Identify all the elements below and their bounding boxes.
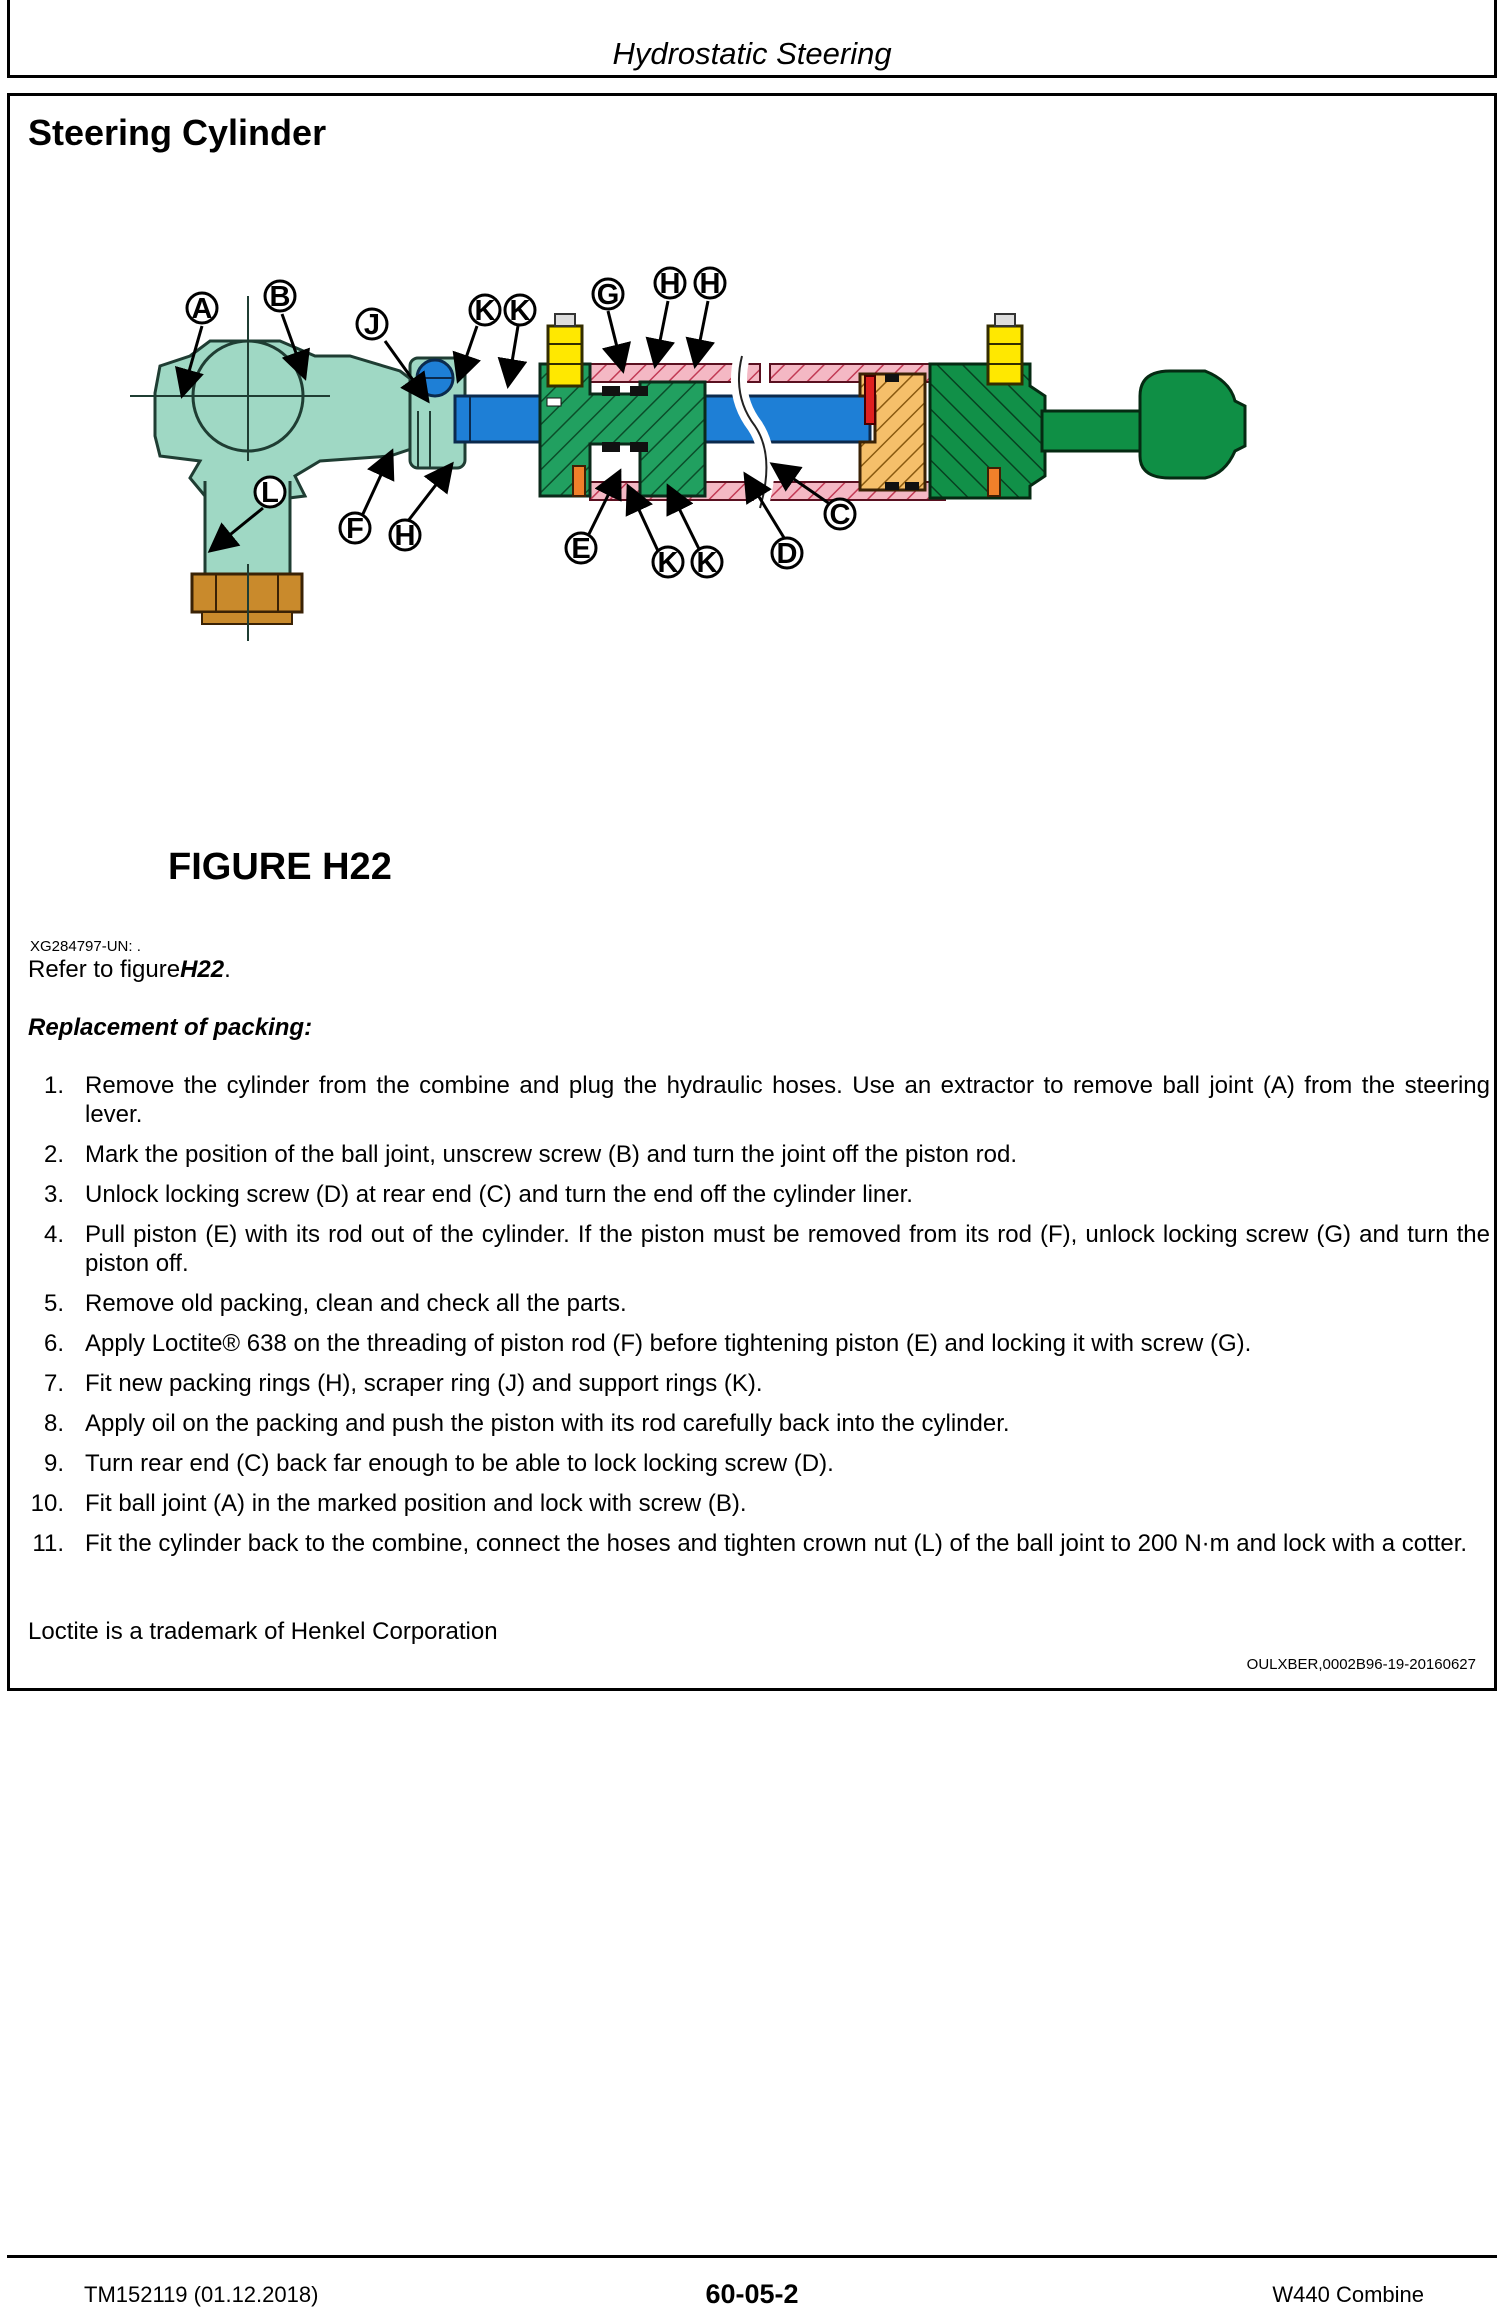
step-number: 4.: [43, 1221, 64, 1248]
svg-text:H: H: [394, 520, 416, 552]
step-item: [20, 1329, 1490, 1358]
footer-page-number: 60-05-2: [705, 2279, 799, 2309]
svg-text:K: K: [696, 547, 718, 579]
header-title: Hydrostatic Steering: [612, 36, 892, 71]
svg-text:J: J: [363, 309, 381, 341]
svg-text:L: L: [261, 477, 279, 509]
refer-suffix: .: [224, 956, 231, 983]
step-text: Fit new packing rings (H), scraper ring (J) and support rings (K).: [85, 1370, 763, 1397]
figure-label: FIGURE H22: [168, 846, 392, 888]
steering-cylinder-figure: [130, 246, 1420, 846]
svg-text:C: C: [829, 499, 851, 531]
refer-text: [28, 956, 231, 984]
step-item: [20, 1289, 1490, 1318]
step-text: Apply oil on the packing and push the piston with its rod carefully back into the cylinder.: [85, 1410, 1010, 1437]
svg-text:H: H: [659, 268, 681, 300]
step-item: [20, 1409, 1490, 1438]
step-text: Remove the cylinder from the combine and plug the hydraulic hoses. Use an extractor to remove ball joint (A) from the steering lever.: [85, 1072, 1490, 1128]
svg-text:D: D: [776, 538, 798, 570]
step-number: 3.: [43, 1181, 64, 1208]
step-text: Apply Loctite® 638 on the threading of piston rod (F) before tightening piston (E) and locking it with screw (G).: [85, 1330, 1252, 1357]
refer-figure: H22: [180, 956, 225, 983]
callout-g: [593, 279, 623, 311]
step-text: Fit ball joint (A) in the marked position and lock with screw (B).: [85, 1490, 747, 1517]
step-text: Unlock locking screw (D) at rear end (C) and turn the end off the cylinder liner.: [85, 1181, 913, 1208]
svg-text:A: A: [191, 293, 213, 325]
callout-k1: [470, 295, 500, 327]
figure-id: XG284797-UN: .: [30, 938, 141, 955]
step-item: [20, 1220, 1490, 1278]
callout-h3: [390, 520, 420, 552]
footer-manual-id: TM152119 (01.12.2018): [84, 2282, 319, 2307]
step-number: 2.: [43, 1141, 64, 1168]
step-text: Mark the position of the ball joint, unscrew screw (B) and turn the joint off the piston rod.: [85, 1141, 1018, 1168]
refer-prefix: Refer to figure: [28, 956, 181, 983]
step-text: Turn rear end (C) back far enough to be able to lock locking screw (D).: [85, 1450, 834, 1477]
ball-joint-part: [130, 296, 465, 641]
svg-text:F: F: [346, 513, 364, 545]
step-text: Pull piston (E) with its rod out of the cylinder. If the piston must be removed from its rod (F), unlock locking screw (G) and turn the piston off.: [85, 1221, 1490, 1277]
callout-f: [340, 513, 370, 545]
svg-text:G: G: [596, 279, 620, 311]
step-item: [20, 1449, 1490, 1478]
step-text: Fit the cylinder back to the combine, connect the hoses and tighten crown nut (L) of the ball joint to 200 N·m and lock with a cotter.: [85, 1530, 1468, 1557]
step-number: 5.: [43, 1290, 64, 1317]
callout-h2: [695, 268, 725, 300]
step-item: [20, 1180, 1490, 1209]
trademark-note: Loctite is a trademark of Henkel Corporation: [28, 1618, 498, 1645]
page-header: [7, 0, 1497, 78]
section-title: Steering Cylinder: [28, 112, 327, 153]
rear-end-part: [930, 314, 1245, 498]
step-text: Remove old packing, clean and check all the parts.: [85, 1290, 627, 1317]
document-code: OULXBER,0002B96-19-20160627: [1246, 1656, 1476, 1673]
step-item: [20, 1369, 1490, 1398]
content-box: [7, 93, 1497, 1691]
step-item: [20, 1489, 1490, 1518]
step-number: 6.: [43, 1330, 64, 1357]
step-number: 10.: [30, 1490, 64, 1517]
step-number: 7.: [43, 1370, 64, 1397]
footer-model: W440 Combine: [1272, 2282, 1424, 2307]
callout-k4: [692, 547, 722, 579]
step-number: 1.: [43, 1072, 64, 1099]
callout-k2: [505, 295, 535, 327]
step-item: [20, 1529, 1490, 1558]
svg-text:K: K: [509, 295, 531, 327]
callout-b: [265, 281, 295, 313]
callout-h1: [655, 268, 685, 300]
svg-text:K: K: [657, 547, 679, 579]
step-number: 11.: [32, 1530, 64, 1557]
callout-d: [772, 538, 802, 570]
callout-a: [187, 293, 217, 325]
step-number: 8.: [43, 1410, 64, 1437]
svg-text:E: E: [571, 533, 591, 565]
svg-text:H: H: [699, 268, 721, 300]
step-number: 9.: [43, 1450, 64, 1477]
footer-divider: [7, 2255, 1497, 2258]
svg-text:B: B: [269, 281, 291, 313]
callout-k3: [653, 547, 683, 579]
callout-e: [566, 533, 596, 565]
procedure-steps: [20, 1071, 1490, 1569]
procedure-heading: Replacement of packing:: [28, 1014, 313, 1041]
front-gland-part: [540, 314, 705, 496]
step-item: [20, 1071, 1490, 1129]
svg-text:K: K: [474, 295, 496, 327]
callout-j: [357, 309, 387, 341]
callout-l: [255, 477, 285, 509]
callout-c: [825, 499, 855, 531]
step-item: [20, 1140, 1490, 1169]
